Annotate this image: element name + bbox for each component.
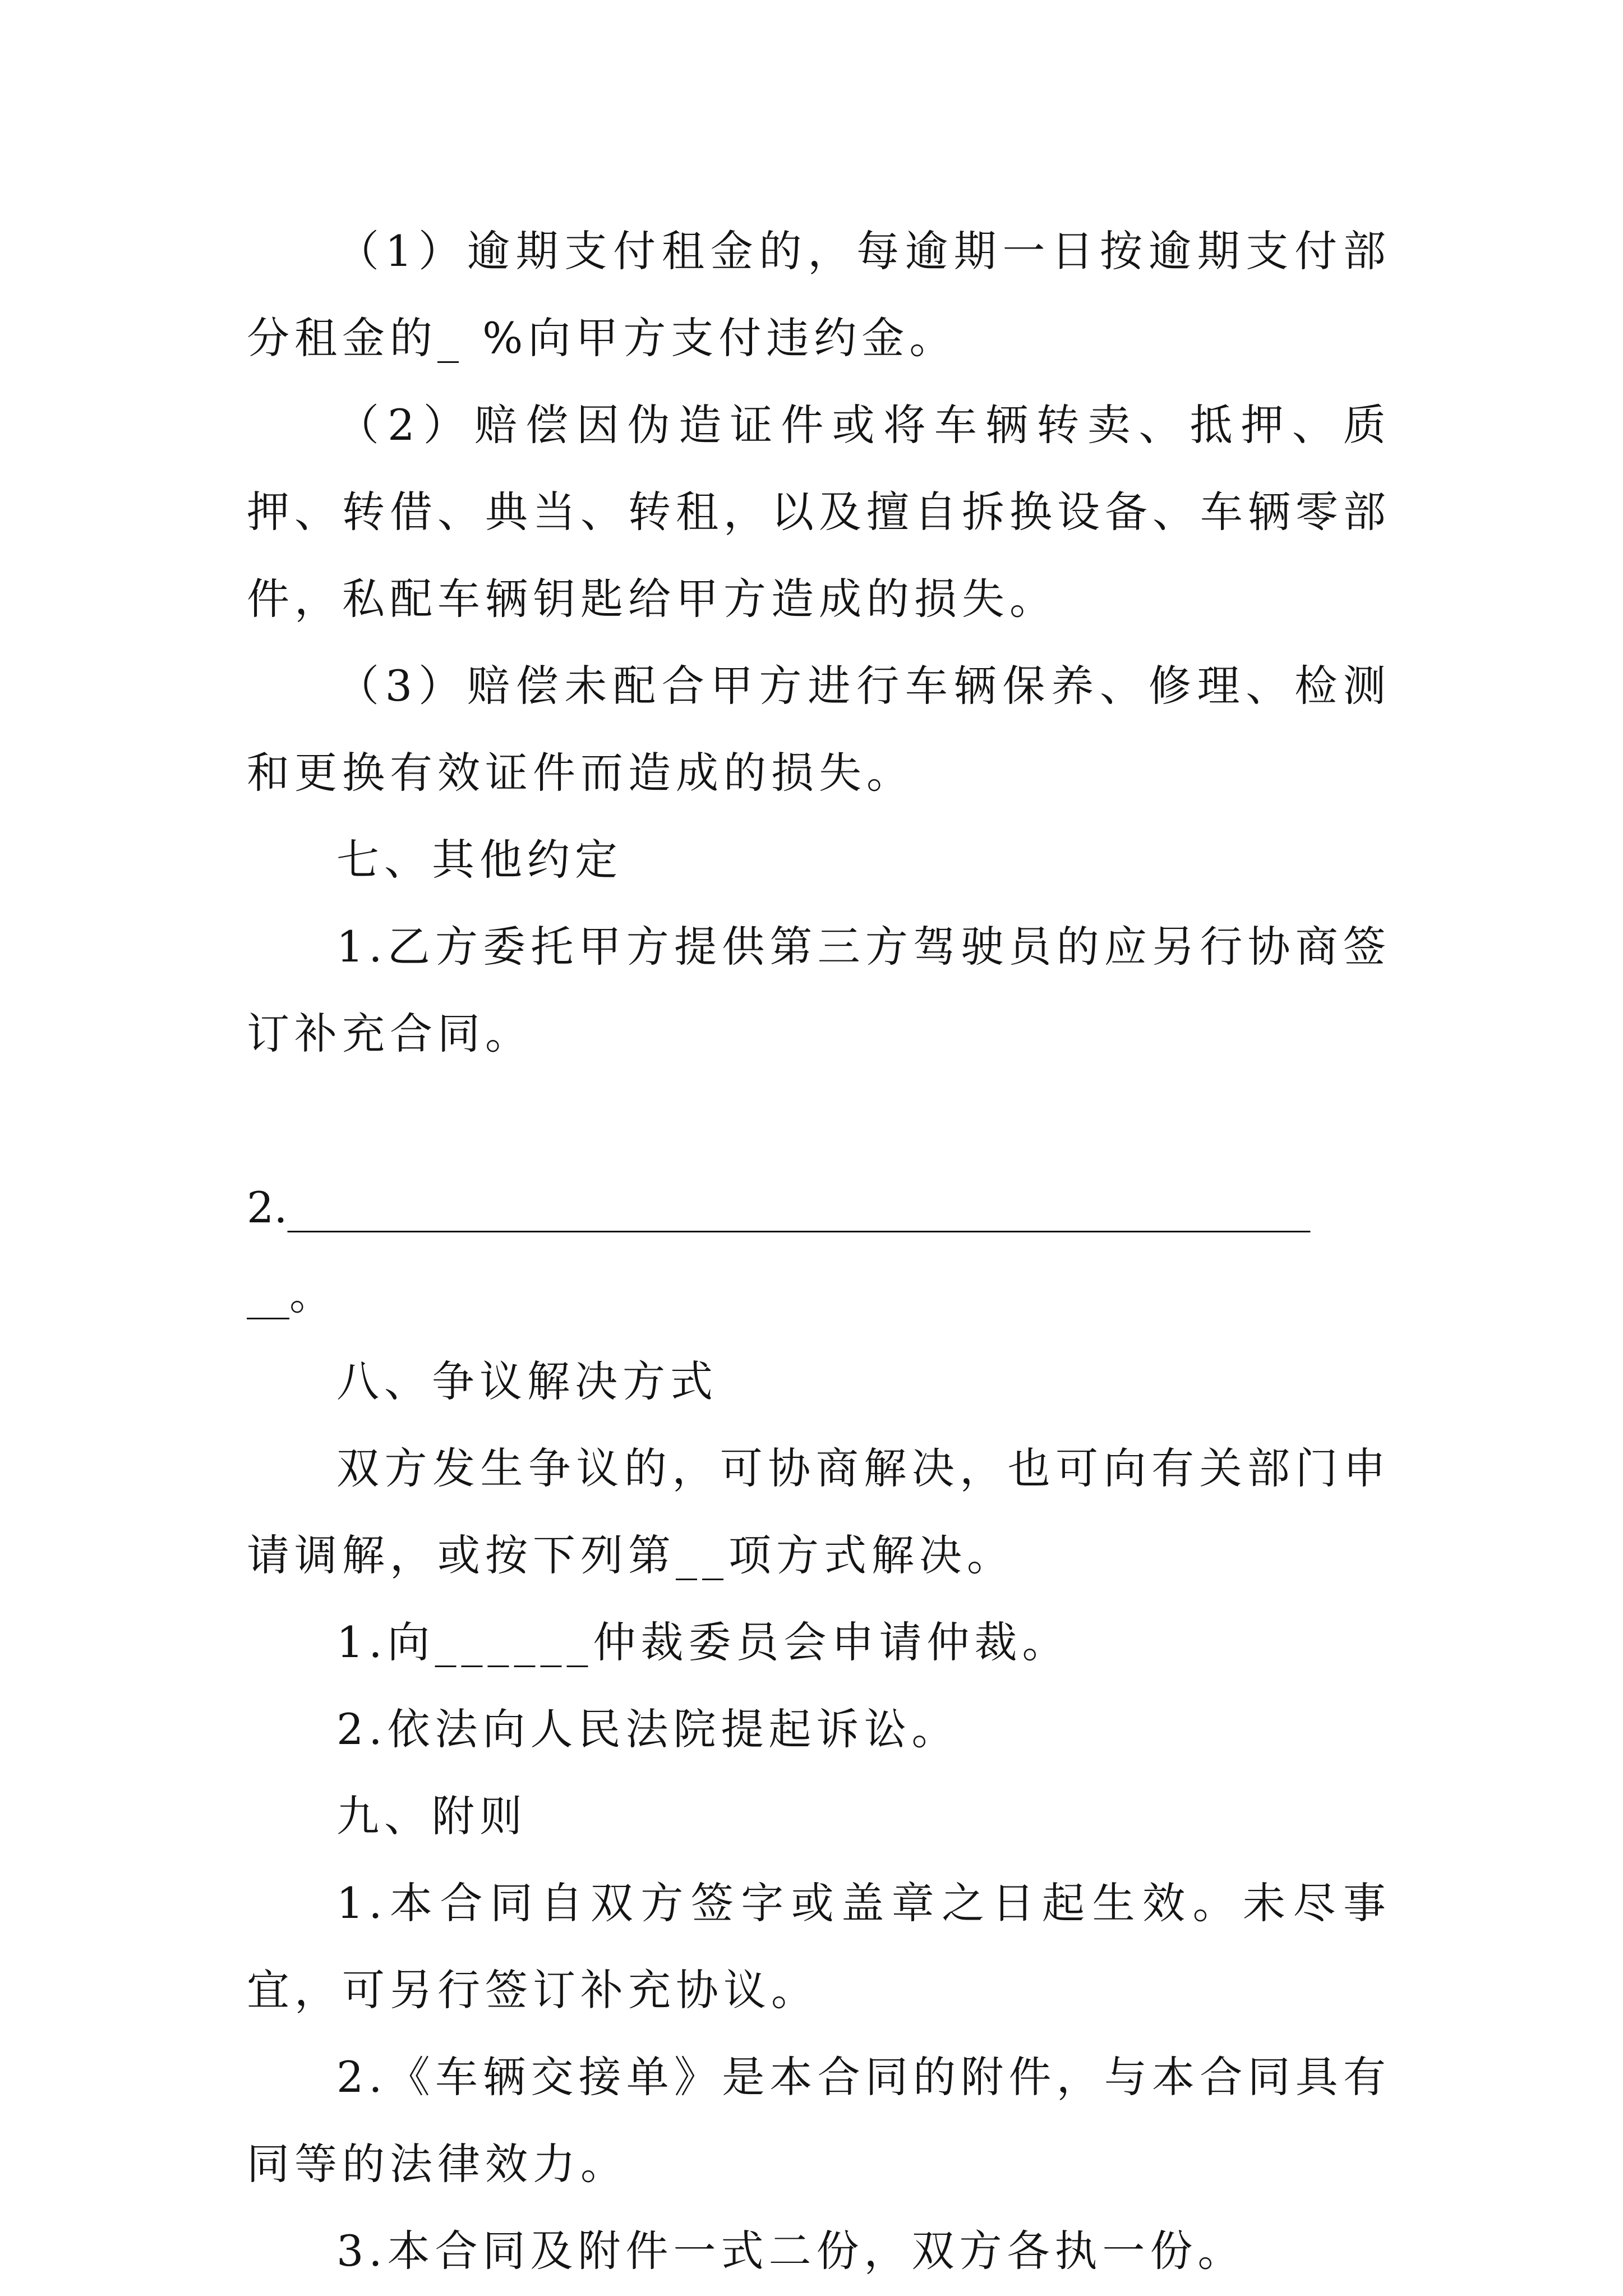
clause-handover-attachment: 2.《车辆交接单》是本合同的附件，与本合同具有同等的法律效力。	[247, 2052, 1391, 2189]
clause-blank-fill	[247, 1164, 1391, 1338]
clause-late-rent-penalty: （1）逾期支付租金的，每逾期一日按逾期支付部分租金的_ %向甲方支付违约金。	[247, 226, 1391, 363]
document-body	[247, 208, 1391, 2294]
clause-third-party-driver: 1.乙方委托甲方提供第三方驾驶员的应另行协商签订补充合同。	[247, 922, 1391, 1059]
blank-line-tail: __。	[247, 1269, 332, 1319]
section-heading-dispute-resolution: 八、争议解决方式	[336, 1356, 718, 1406]
clause-litigation: 2.依法向人民法院提起诉讼。	[336, 1704, 960, 1754]
clause-maintenance-compensation: （3）赔偿未配合甲方进行车辆保养、修理、检测和更换有效证件而造成的损失。	[247, 661, 1391, 798]
clause-arbitration: 1.向______仲裁委员会申请仲裁。	[336, 1617, 1070, 1667]
section-heading-other-agreements: 七、其他约定	[336, 835, 623, 885]
clause-dispute-intro: 双方发生争议的，可协商解决，也可向有关部门申请调解，或按下列第__项方式解决。	[247, 1443, 1391, 1580]
blank-line-main: 2.________________________________________________	[247, 1182, 1311, 1232]
clause-effective-date: 1.本合同自双方签字或盖章之日起生效。未尽事宜，可另行签订补充协议。	[247, 1878, 1391, 2015]
clause-forgery-compensation: （2）赔偿因伪造证件或将车辆转卖、抵押、质押、转借、典当、转租，以及擅自拆换设备、车辆零部件，私配车辆钥匙给甲方造成的损失。	[247, 400, 1391, 624]
section-heading-supplementary: 九、附则	[336, 1791, 527, 1841]
clause-copies: 3.本合同及附件一式二份，双方各执一份。	[336, 2226, 1246, 2276]
